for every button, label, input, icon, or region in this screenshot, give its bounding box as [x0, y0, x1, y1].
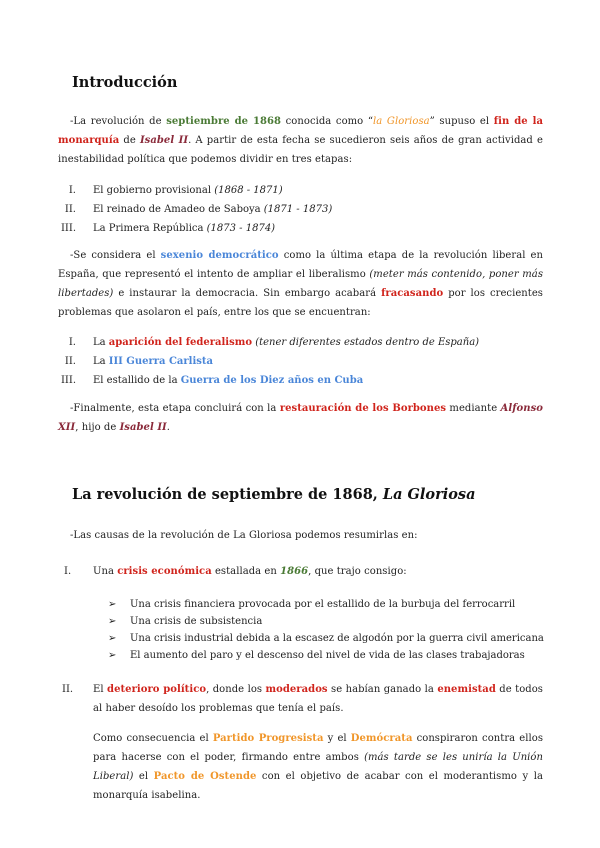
- cause2-text: [93, 680, 543, 718]
- text-run: como la última etapa de la revolución liberal en España, que representó el intento de ampliar el liberalismo: [58, 250, 543, 280]
- list-text: [93, 371, 363, 390]
- highlighted-text: enemistad: [437, 684, 496, 695]
- cause1-number: I.: [64, 566, 72, 577]
- text-run: Una: [93, 566, 118, 577]
- list-item: [108, 630, 548, 647]
- text-run: ” supuso el: [429, 116, 494, 127]
- list-text: [93, 352, 213, 371]
- text-run: Como consecuencia el: [93, 733, 213, 744]
- highlighted-text: (más tarde se les uniría la Unión Liberal): [93, 752, 543, 782]
- arrow-bullet-icon: ➢: [108, 599, 117, 610]
- text-run: conspiraron contra ellos para hacerse con el poder, firmando entre ambos: [93, 733, 544, 763]
- list-item: [108, 613, 548, 630]
- list-number: I.: [68, 185, 76, 196]
- intro-paragraph-1: [58, 112, 543, 169]
- highlighted-text: deterioro político: [107, 684, 207, 695]
- cause1-text: [93, 562, 543, 581]
- highlighted-text: Isabel II: [119, 422, 167, 433]
- text-run: , donde los: [206, 684, 266, 695]
- arrow-bullet-icon: ➢: [108, 633, 117, 644]
- highlighted-text: (1873 - 1874): [206, 223, 276, 234]
- list-item: [56, 181, 536, 200]
- text-run: El estallido de la: [93, 375, 181, 386]
- highlighted-text: (meter más contenido, poner más libertades): [58, 269, 543, 299]
- highlighted-text: (tener diferentes estados dentro de España): [255, 337, 480, 348]
- text-run: con el objetivo de acabar con el moderantismo y la monarquía isabelina.: [93, 771, 543, 801]
- cause2-consequence: [93, 729, 543, 805]
- text-run: . A partir de esta fecha se sucedieron seis años de gran actividad e inestabilidad política que podemos dividir en tres etapas:: [58, 135, 543, 165]
- list-number: III.: [60, 223, 76, 234]
- section2-heading: [72, 486, 475, 503]
- text-run: estallada en: [211, 566, 281, 577]
- bullet-text: Una crisis financiera provocada por el estallido de la burbuja del ferrocarril: [130, 599, 516, 610]
- list-text: [93, 200, 332, 219]
- text-run: conocida como “: [281, 116, 374, 127]
- highlighted-text: Guerra de los Diez años en Cuba: [180, 375, 364, 386]
- highlighted-text: III Guerra Carlista: [108, 356, 213, 367]
- text-run: El reinado de Amadeo de Saboya: [93, 204, 264, 215]
- highlighted-text: fracasando: [381, 288, 444, 299]
- stages-list: [56, 181, 536, 238]
- text-run: -La revolución de: [70, 116, 167, 127]
- text-run: de todos al haber desoído los problemas que tenía el país.: [93, 684, 543, 714]
- bullet-text: Una crisis industrial debida a la escasez de algodón por la guerra civil americana: [130, 633, 544, 644]
- text-run: La: [93, 337, 109, 348]
- text-run: La: [93, 356, 109, 367]
- causes-intro: [58, 526, 543, 545]
- text-run: La Primera República: [93, 223, 207, 234]
- text-run: por los crecientes problemas que asolaron el país, entre los que se encuentran:: [58, 288, 543, 318]
- intro-paragraph-3: [58, 399, 543, 437]
- list-item: [56, 200, 536, 219]
- arrow-bullet-icon: ➢: [108, 650, 117, 661]
- text-run: , hijo de: [75, 422, 120, 433]
- intro-paragraph-2: [58, 246, 543, 322]
- bullet-text: Una crisis de subsistencia: [130, 616, 263, 627]
- highlighted-text: sexenio democrático: [160, 250, 279, 261]
- section2-heading-plain: La revolución de septiembre de 1868,: [72, 486, 383, 503]
- text-run: se habían ganado la: [327, 684, 438, 695]
- list-item: [56, 219, 536, 238]
- list-number: II.: [64, 204, 76, 215]
- text-run: el: [133, 771, 154, 782]
- highlighted-text: crisis económica: [117, 566, 212, 577]
- list-text: [93, 219, 275, 238]
- highlighted-text: Alfonso XII: [58, 403, 543, 433]
- bullet-text: El aumento del paro y el descenso del nivel de vida de las clases trabajadoras: [130, 650, 525, 661]
- text-run: , que trajo consigo:: [308, 566, 407, 577]
- highlighted-text: Demócrata: [350, 733, 413, 744]
- highlighted-text: septiembre de 1868: [166, 116, 282, 127]
- highlighted-text: (1868 - 1871): [214, 185, 283, 196]
- list-text: [93, 333, 479, 352]
- list-item: [56, 352, 536, 371]
- arrow-bullet-icon: ➢: [108, 616, 117, 627]
- highlighted-text: (1871 - 1873): [263, 204, 333, 215]
- list-item: [108, 596, 548, 613]
- problems-list: [56, 333, 536, 390]
- highlighted-text: Pacto de Ostende: [153, 771, 257, 782]
- highlighted-text: aparición del federalismo: [108, 337, 252, 348]
- highlighted-text: moderados: [265, 684, 328, 695]
- list-number: I.: [68, 337, 76, 348]
- list-item: [56, 371, 536, 390]
- highlighted-text: la Gloriosa: [373, 116, 430, 127]
- highlighted-text: 1866: [280, 566, 309, 577]
- section2-heading-italic: La Gloriosa: [382, 486, 476, 503]
- highlighted-text: Isabel II: [139, 135, 189, 146]
- list-number: III.: [60, 375, 76, 386]
- list-text: [93, 181, 283, 200]
- list-item: [108, 647, 548, 664]
- highlighted-text: Partido Progresista: [212, 733, 324, 744]
- text-run: mediante: [446, 403, 501, 414]
- text-run: -Las causas de la revolución de La Gloriosa podemos resumirlas en:: [70, 530, 418, 541]
- text-run: El: [93, 684, 108, 695]
- text-run: El gobierno provisional: [93, 185, 215, 196]
- text-run: -Finalmente, esta etapa concluirá con la: [70, 403, 280, 414]
- text-run: -Se considera el: [70, 250, 161, 261]
- highlighted-text: restauración de los Borbones: [279, 403, 447, 414]
- text-run: de: [119, 135, 140, 146]
- text-run: e instaurar la democracia. Sin embargo acabará: [113, 288, 382, 299]
- highlighted-text: fin de la monarquía: [58, 116, 543, 146]
- text-run: .: [166, 422, 171, 433]
- list-item: [56, 333, 536, 352]
- text-run: y el: [323, 733, 351, 744]
- bullet-list: [108, 596, 548, 664]
- list-number: II.: [64, 356, 76, 367]
- cause2-number: II.: [62, 684, 74, 695]
- intro-heading: Introducción: [72, 74, 178, 91]
